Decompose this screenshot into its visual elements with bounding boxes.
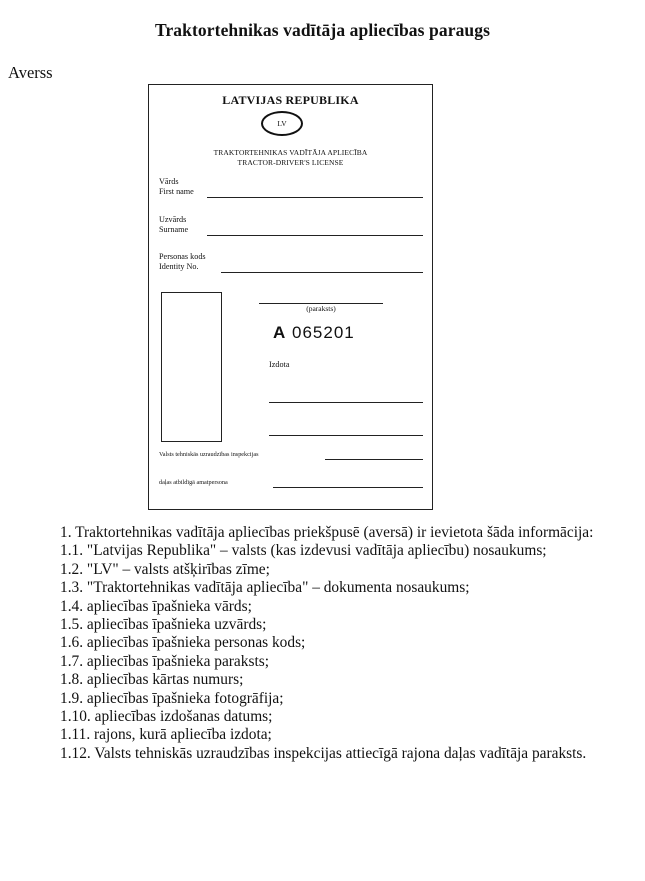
list-item: 1.9. apliecības īpašnieka fotogrāfija; <box>60 689 284 707</box>
document-name-en: TRACTOR-DRIVER'S LICENSE <box>237 158 344 167</box>
first-name-label-lv: Vārds <box>159 177 179 186</box>
list-item: 1.1. "Latvijas Republika" – valsts (kas izdevusi vadītāja apliecību) nosaukums; <box>60 542 547 560</box>
serial-number <box>273 323 355 343</box>
signature-label: (paraksts) <box>306 304 336 313</box>
issued-line-2 <box>269 435 423 436</box>
identity-number-line <box>221 272 423 273</box>
description-text <box>8 524 638 763</box>
list-item: 1.12. Valsts tehniskās uzraudzības inspekcijas attiecīgā rajona daļas vadītāja paraksts. <box>60 744 587 762</box>
list-item: 1.6. apliecības īpašnieka personas kods; <box>60 634 306 652</box>
list-item: 1.5. apliecības īpašnieka uzvārds; <box>60 616 267 634</box>
official-line <box>273 487 423 488</box>
surname-label-en: Surname <box>159 225 189 234</box>
surname-label <box>159 215 188 235</box>
identity-number-label-lv: Personas kods <box>159 252 206 261</box>
first-name-label <box>159 177 194 197</box>
list-item: 1.8. apliecības kārtas numurs; <box>60 671 244 689</box>
identity-number-label <box>159 252 206 272</box>
inspection-label: Valsts tehniskās uzraudzības inspekcijas <box>159 451 259 458</box>
inspection-line <box>325 459 423 460</box>
identity-number-label-en: Identity No. <box>159 262 199 271</box>
license-sample-card <box>148 84 433 510</box>
issued-line-1 <box>269 402 423 403</box>
list-item: 1.3. "Traktortehnikas vadītāja apliecība" – dokumenta nosaukums; <box>60 579 470 597</box>
first-name-line <box>207 197 423 198</box>
list-item: 1.7. apliecības īpašnieka paraksts; <box>60 652 269 670</box>
card-country-name: LATVIJAS REPUBLIKA <box>222 93 359 107</box>
list-item: 1.4. apliecības īpašnieka vārds; <box>60 597 252 615</box>
list-item: 1.11. rajons, kurā apliecība izdota; <box>60 726 272 744</box>
serial-prefix: A <box>273 323 287 342</box>
official-label: daļas atbildīgā amatpersona <box>159 479 228 486</box>
card-document-name <box>149 148 432 168</box>
photo-placeholder <box>161 292 222 442</box>
first-name-label-en: First name <box>159 187 194 196</box>
page-title: Traktortehnikas vadītāja apliecības paraugs <box>154 20 491 40</box>
country-code-oval <box>261 111 303 136</box>
serial-digits: 065201 <box>292 323 355 342</box>
list-item: 1.10. apliecības izdošanas datums; <box>60 708 273 726</box>
surname-line <box>207 235 423 236</box>
list-item: 1.2. "LV" – valsts atšķirības zīme; <box>60 560 270 578</box>
intro-paragraph: 1. Traktortehnikas vadītāja apliecības priekšpusē (aversā) ir ievietota šāda informācija: <box>60 524 594 541</box>
surname-label-lv: Uzvārds <box>159 215 187 224</box>
section-label: Averss <box>8 63 53 82</box>
document-name-lv: TRAKTORTEHNIKAS VADĪTĀJA APLIECĪBA <box>213 148 368 157</box>
country-code: LV <box>277 119 287 128</box>
issued-label: Izdota <box>269 360 290 369</box>
